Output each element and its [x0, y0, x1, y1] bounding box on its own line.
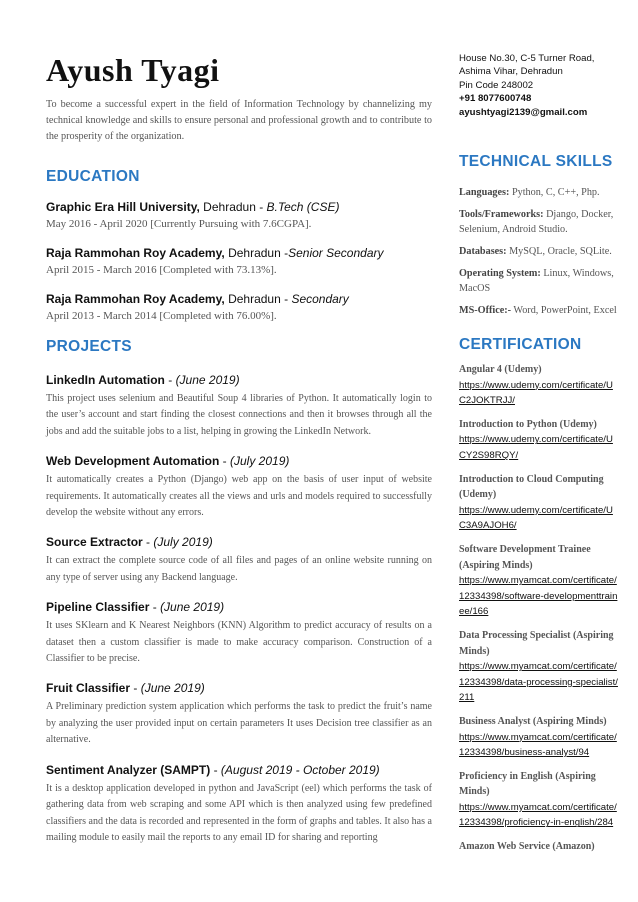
project-description: A Preliminary prediction system application which performs the task to predict the fruit’s name by analyzing the user provided input on certain parameters It uses Decision tree classifier as an alternative.	[46, 701, 432, 746]
certification-heading: CERTIFICATION	[459, 336, 582, 354]
education-detail: April 2015 - March 2016 [Completed with 73.13%].	[46, 264, 277, 276]
project-separator: -	[164, 373, 176, 387]
certification-item	[459, 472, 619, 534]
skill-item	[459, 207, 619, 237]
degree-name: Secondary	[291, 292, 349, 306]
project-name: Fruit Classifier	[46, 681, 131, 696]
pin-code: Pin Code 248002	[459, 79, 534, 91]
certification-item	[459, 839, 619, 855]
certification-link[interactable]: https://www.udemy.com/certificate/UCY2S98RQY/	[459, 434, 613, 461]
project-item	[46, 534, 432, 586]
project-date: (August 2019 - October 2019)	[220, 762, 380, 777]
certification-item	[459, 628, 619, 706]
certification-title: Amazon Web Service (Amazon)	[459, 841, 595, 853]
project-item	[46, 680, 432, 748]
skill-value: Python, C, C++, Php.	[509, 187, 600, 199]
skill-value: Linux, Windows, MacOS	[459, 268, 614, 295]
project-separator: -	[210, 762, 221, 777]
certification-item	[459, 417, 619, 464]
skill-value: MySQL, Oracle, SQLite.	[506, 246, 612, 258]
skill-item	[459, 244, 619, 259]
skill-item	[459, 185, 619, 200]
education-item	[46, 291, 432, 324]
certification-title: Business Analyst (Aspiring Minds)	[459, 715, 607, 727]
skill-label: Databases:	[459, 246, 507, 258]
project-item	[46, 599, 432, 667]
project-description: It can extract the complete source code of all files and pages of an online website running on any type of server using any Backend language.	[46, 555, 432, 583]
project-item	[46, 453, 432, 521]
skill-label: MS-Office:-	[459, 305, 512, 317]
address-line-1: House No.30, C-5 Turner Road,	[459, 53, 595, 64]
certification-link[interactable]: https://www.myamcat.com/certificate/12334398/data-processing-specialist/211	[459, 661, 618, 704]
certification-item	[459, 542, 619, 620]
projects-heading: PROJECTS	[46, 338, 132, 355]
skills-list	[459, 185, 619, 318]
project-item	[46, 762, 432, 847]
skill-value: Word, PowerPoint, Excel	[511, 305, 617, 317]
certification-list	[459, 362, 619, 855]
education-list	[46, 199, 432, 324]
project-name: LinkedIn Automation	[46, 373, 165, 387]
skill-label: Tools/Frameworks:	[459, 209, 544, 221]
skill-label: Languages:	[459, 187, 510, 199]
institution-location: Dehradun -	[224, 246, 289, 260]
skill-item	[459, 303, 619, 318]
skill-label: Operating System:	[459, 268, 541, 280]
project-separator: -	[130, 681, 141, 696]
certification-link[interactable]: https://www.myamcat.com/certificate/12334398/proficiency-in-english/284	[459, 801, 617, 829]
project-date: (June 2019)	[160, 600, 225, 615]
certification-item	[459, 362, 619, 409]
education-item	[46, 245, 432, 278]
left-column	[46, 52, 432, 846]
project-date: (July 2019)	[230, 454, 290, 469]
project-separator: -	[149, 600, 161, 615]
certification-title: Software Development Trainee (Aspiring Minds)	[459, 543, 591, 571]
certification-item	[459, 714, 619, 761]
certification-title: Data Processing Specialist (Aspiring Minds)	[459, 629, 614, 657]
project-date: (June 2019)	[175, 373, 240, 387]
project-description: It uses SKlearn and K Nearest Neighbors (KNN) Algorithm to predict accuracy of results on a dataset then a custom classifier is made to make accuracy comparison. Construction of a Classifier to be precise.	[46, 620, 432, 665]
certification-item	[459, 769, 619, 831]
project-date: (July 2019)	[153, 535, 213, 550]
education-detail: May 2016 - April 2020 [Currently Pursuing with 7.6CGPA].	[46, 218, 312, 230]
institution-name: Raja Rammohan Roy Academy,	[46, 246, 225, 260]
project-name: Pipeline Classifier	[46, 600, 150, 615]
certification-link[interactable]: https://www.udemy.com/certificate/UC2JOKTRJJ/	[459, 379, 613, 407]
education-item	[46, 199, 432, 232]
project-description: It is a desktop application developed in python and JavaScript (eel) which performs the task of gathering data from web scraping and some API which is then analyzed using few predefined classifiers and the data is recorded and represented in the form of graphs and tables. It also has a mailing module to easily mail the reports to any email ID for sharing and reporting	[46, 782, 432, 843]
certification-title: Angular 4 (Udemy)	[459, 364, 542, 376]
skill-value: Django, Docker, Selenium, Android Studio.	[459, 209, 614, 236]
institution-name: Graphic Era Hill University,	[46, 200, 200, 214]
education-heading: EDUCATION	[46, 168, 140, 185]
project-separator: -	[142, 535, 154, 550]
education-detail: April 2013 - March 2014 [Completed with 76.00%].	[46, 310, 277, 322]
certification-link[interactable]: https://www.udemy.com/certificate/UC3A9AJOH6/	[459, 504, 613, 532]
candidate-name: Ayush Tyagi	[46, 52, 220, 88]
email-address[interactable]: ayushtyagi2139@gmail.com	[459, 106, 588, 118]
project-item	[46, 372, 432, 440]
certification-link[interactable]: https://www.myamcat.com/certificate/12334398/software-developmenttrainee/166	[459, 575, 618, 618]
degree-name: Senior Secondary	[288, 246, 384, 260]
certification-title: Introduction to Cloud Computing (Udemy)	[459, 473, 604, 501]
certification-title: Proficiency in English (Aspiring Minds)	[459, 770, 596, 798]
project-date: (June 2019)	[140, 681, 205, 696]
certification-title: Introduction to Python (Udemy)	[459, 418, 597, 430]
project-separator: -	[219, 454, 231, 469]
degree-name: B.Tech (CSE)	[266, 200, 340, 214]
skill-item	[459, 266, 619, 296]
project-description: This project uses selenium and Beautiful Soup 4 libraries of Python. It automatically login to the user’s account and start finding the closest connections and then it browses through all the jobs and add the suitable jobs to a list, helping in growing the LinkedIn Network.	[46, 393, 432, 437]
institution-name: Raja Rammohan Roy Academy,	[46, 292, 225, 306]
projects-list	[46, 372, 432, 846]
project-name: Source Extractor	[46, 535, 143, 550]
right-column	[459, 52, 619, 863]
project-description: It automatically creates a Python (Django) web app on the basis of user input of website requirements. It automatically creates all the views and urls and models required to successfully develop the website without any errors.	[46, 474, 432, 519]
phone-number: +91 8077600748	[459, 93, 532, 105]
institution-location: Dehradun -	[199, 200, 267, 214]
address-line-2: Ashima Vihar, Dehradun	[459, 66, 563, 78]
contact-block	[459, 52, 619, 119]
career-objective: To become a successful expert in the field of Information Technology by channelizing my technical knowledge and skills to ensure personal and professional growth and to contribute to the prosperity of the organization.	[46, 99, 432, 142]
institution-location: Dehradun -	[224, 292, 292, 306]
certification-link[interactable]: https://www.myamcat.com/certificate/12334398/business-analyst/94	[459, 731, 617, 759]
project-name: Sentiment Analyzer (SAMPT)	[46, 762, 211, 777]
technical-skills-heading: TECHNICAL SKILLS	[459, 153, 613, 171]
project-name: Web Development Automation	[46, 454, 220, 469]
